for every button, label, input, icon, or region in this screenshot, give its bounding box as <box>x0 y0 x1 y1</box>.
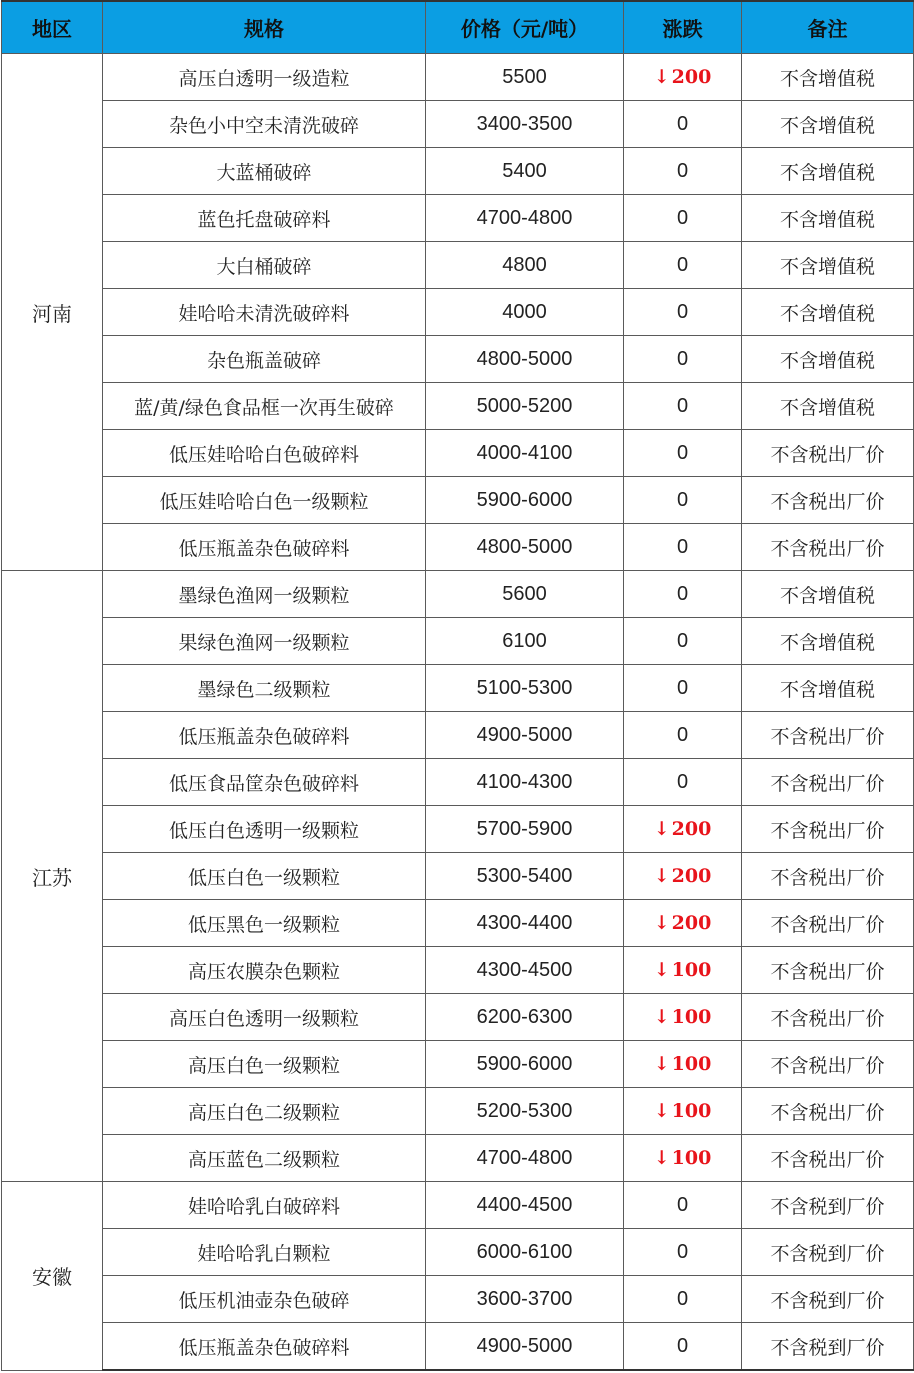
price-cell: 4400-4500 <box>426 1182 624 1229</box>
price-cell: 5900-6000 <box>426 1041 624 1088</box>
note-cell: 不含增值税 <box>742 336 914 383</box>
change-value: 0 <box>676 676 689 699</box>
change-value: 100 <box>671 959 712 981</box>
spec-cell: 娃哈哈乳白颗粒 <box>103 1229 426 1276</box>
note-cell: 不含税到厂价 <box>742 1276 914 1323</box>
spec-cell: 高压白色透明一级颗粒 <box>103 994 426 1041</box>
spec-cell: 高压白色一级颗粒 <box>103 1041 426 1088</box>
spec-cell: 低压机油壶杂色破碎 <box>103 1276 426 1323</box>
note-cell: 不含增值税 <box>742 571 914 618</box>
price-cell: 3400-3500 <box>426 101 624 148</box>
down-arrow-icon: ↓ <box>653 1006 670 1028</box>
change-value: 100 <box>671 1006 712 1028</box>
table-row <box>2 148 914 195</box>
price-cell: 5700-5900 <box>426 806 624 853</box>
spec-cell: 娃哈哈未清洗破碎料 <box>103 289 426 336</box>
change-value: 0 <box>676 347 689 370</box>
down-arrow-icon: ↓ <box>653 818 670 840</box>
change-cell <box>624 853 742 900</box>
table-row <box>2 477 914 524</box>
note-cell: 不含税到厂价 <box>742 1229 914 1276</box>
note-cell: 不含增值税 <box>742 665 914 712</box>
region-cell: 安徽 <box>2 1182 103 1371</box>
change-cell <box>624 1323 742 1371</box>
price-cell: 4700-4800 <box>426 195 624 242</box>
spec-cell: 墨绿色二级颗粒 <box>103 665 426 712</box>
note-cell: 不含税出厂价 <box>742 1088 914 1135</box>
note-cell: 不含税出厂价 <box>742 477 914 524</box>
table-row <box>2 1041 914 1088</box>
change-cell <box>624 289 742 336</box>
change-cell <box>624 994 742 1041</box>
down-arrow-icon: ↓ <box>653 959 670 981</box>
header-change: 涨跌 <box>624 1 742 54</box>
spec-cell: 低压白色透明一级颗粒 <box>103 806 426 853</box>
note-cell: 不含税出厂价 <box>742 712 914 759</box>
spec-cell: 高压白色二级颗粒 <box>103 1088 426 1135</box>
down-arrow-icon: ↓ <box>653 66 670 88</box>
spec-cell: 果绿色渔网一级颗粒 <box>103 618 426 665</box>
down-arrow-icon: ↓ <box>653 1100 670 1122</box>
change-value: 0 <box>676 723 689 746</box>
price-cell: 4100-4300 <box>426 759 624 806</box>
price-cell: 6200-6300 <box>426 994 624 1041</box>
change-value: 200 <box>671 818 712 840</box>
change-value: 200 <box>671 912 712 934</box>
note-cell: 不含增值税 <box>742 101 914 148</box>
header-note: 备注 <box>742 1 914 54</box>
change-cell <box>624 947 742 994</box>
price-cell: 5000-5200 <box>426 383 624 430</box>
down-arrow-icon: ↓ <box>653 1147 670 1169</box>
spec-cell: 大白桶破碎 <box>103 242 426 289</box>
note-cell: 不含税到厂价 <box>742 1323 914 1371</box>
change-cell <box>624 148 742 195</box>
change-cell <box>624 524 742 571</box>
change-value: 0 <box>676 1334 689 1357</box>
table-row <box>2 853 914 900</box>
note-cell: 不含增值税 <box>742 242 914 289</box>
price-cell: 4800 <box>426 242 624 289</box>
table-row <box>2 712 914 759</box>
spec-cell: 高压白透明一级造粒 <box>103 54 426 101</box>
price-cell: 6100 <box>426 618 624 665</box>
change-value: 100 <box>671 1053 712 1075</box>
spec-cell: 蓝色托盘破碎料 <box>103 195 426 242</box>
price-cell: 5100-5300 <box>426 665 624 712</box>
change-value: 0 <box>676 394 689 417</box>
table-row <box>2 195 914 242</box>
note-cell: 不含增值税 <box>742 195 914 242</box>
note-cell: 不含增值税 <box>742 383 914 430</box>
change-value: 0 <box>676 441 689 464</box>
change-cell <box>624 477 742 524</box>
spec-cell: 高压农膜杂色颗粒 <box>103 947 426 994</box>
note-cell: 不含税出厂价 <box>742 430 914 477</box>
header-spec: 规格 <box>103 1 426 54</box>
note-cell: 不含税出厂价 <box>742 853 914 900</box>
table-row <box>2 383 914 430</box>
note-cell: 不含增值税 <box>742 54 914 101</box>
table-row <box>2 430 914 477</box>
spec-cell: 杂色瓶盖破碎 <box>103 336 426 383</box>
note-cell: 不含增值税 <box>742 289 914 336</box>
table-row <box>2 665 914 712</box>
note-cell: 不含税出厂价 <box>742 1041 914 1088</box>
price-cell: 4000 <box>426 289 624 336</box>
header-region: 地区 <box>2 1 103 54</box>
change-cell <box>624 900 742 947</box>
change-value: 0 <box>676 770 689 793</box>
table-row <box>2 900 914 947</box>
change-value: 100 <box>671 1147 712 1169</box>
change-cell <box>624 1088 742 1135</box>
spec-cell: 娃哈哈乳白破碎料 <box>103 1182 426 1229</box>
change-value: 0 <box>676 535 689 558</box>
change-cell <box>624 1229 742 1276</box>
price-cell: 3600-3700 <box>426 1276 624 1323</box>
price-cell: 4700-4800 <box>426 1135 624 1182</box>
note-cell: 不含税出厂价 <box>742 1135 914 1182</box>
header-row <box>2 1 914 54</box>
change-value: 0 <box>676 1193 689 1216</box>
spec-cell: 墨绿色渔网一级颗粒 <box>103 571 426 618</box>
spec-cell: 低压瓶盖杂色破碎料 <box>103 524 426 571</box>
price-cell: 4900-5000 <box>426 1323 624 1371</box>
table-row <box>2 289 914 336</box>
table-row <box>2 1088 914 1135</box>
note-cell: 不含税出厂价 <box>742 900 914 947</box>
price-cell: 5400 <box>426 148 624 195</box>
spec-cell: 大蓝桶破碎 <box>103 148 426 195</box>
change-cell <box>624 618 742 665</box>
table-row <box>2 759 914 806</box>
price-cell: 4800-5000 <box>426 524 624 571</box>
table-row <box>2 524 914 571</box>
price-cell: 4800-5000 <box>426 336 624 383</box>
spec-cell: 低压瓶盖杂色破碎料 <box>103 1323 426 1371</box>
note-cell: 不含税出厂价 <box>742 994 914 1041</box>
price-table <box>1 0 914 1371</box>
change-value: 0 <box>676 582 689 605</box>
note-cell: 不含税出厂价 <box>742 759 914 806</box>
table-row <box>2 1182 914 1229</box>
change-cell <box>624 1135 742 1182</box>
change-value: 0 <box>676 300 689 323</box>
spec-cell: 低压娃哈哈白色一级颗粒 <box>103 477 426 524</box>
price-cell: 5500 <box>426 54 624 101</box>
note-cell: 不含增值税 <box>742 148 914 195</box>
change-value: 0 <box>676 112 689 135</box>
table-row <box>2 806 914 853</box>
table-row <box>2 947 914 994</box>
change-cell <box>624 101 742 148</box>
change-value: 0 <box>676 629 689 652</box>
change-cell <box>624 571 742 618</box>
spec-cell: 高压蓝色二级颗粒 <box>103 1135 426 1182</box>
change-cell <box>624 54 742 101</box>
change-value: 0 <box>676 206 689 229</box>
table-row <box>2 54 914 101</box>
price-cell: 6000-6100 <box>426 1229 624 1276</box>
change-cell <box>624 712 742 759</box>
table-row <box>2 242 914 289</box>
table-row <box>2 1276 914 1323</box>
spec-cell: 杂色小中空未清洗破碎 <box>103 101 426 148</box>
header-price: 价格（元/吨） <box>426 1 624 54</box>
price-cell: 5600 <box>426 571 624 618</box>
spec-cell: 低压黑色一级颗粒 <box>103 900 426 947</box>
price-cell: 4300-4500 <box>426 947 624 994</box>
note-cell: 不含税出厂价 <box>742 524 914 571</box>
table-row <box>2 101 914 148</box>
change-value: 0 <box>676 1240 689 1263</box>
change-cell <box>624 665 742 712</box>
change-value: 200 <box>671 66 712 88</box>
table-body <box>2 54 914 1371</box>
change-cell <box>624 1041 742 1088</box>
change-cell <box>624 759 742 806</box>
table-row <box>2 336 914 383</box>
change-cell <box>624 1276 742 1323</box>
price-cell: 5200-5300 <box>426 1088 624 1135</box>
change-value: 0 <box>676 253 689 276</box>
down-arrow-icon: ↓ <box>653 912 670 934</box>
spec-cell: 低压食品筐杂色破碎料 <box>103 759 426 806</box>
change-cell <box>624 1182 742 1229</box>
note-cell: 不含税出厂价 <box>742 947 914 994</box>
change-value: 0 <box>676 1287 689 1310</box>
change-value: 200 <box>671 865 712 887</box>
table-row <box>2 1135 914 1182</box>
change-cell <box>624 336 742 383</box>
note-cell: 不含税出厂价 <box>742 806 914 853</box>
note-cell: 不含增值税 <box>742 618 914 665</box>
table-row <box>2 571 914 618</box>
table-row <box>2 618 914 665</box>
change-value: 0 <box>676 488 689 511</box>
change-value: 0 <box>676 159 689 182</box>
table-header <box>2 1 914 54</box>
down-arrow-icon: ↓ <box>653 865 670 887</box>
down-arrow-icon: ↓ <box>653 1053 670 1075</box>
table-row <box>2 1323 914 1371</box>
spec-cell: 低压瓶盖杂色破碎料 <box>103 712 426 759</box>
change-cell <box>624 195 742 242</box>
region-cell: 江苏 <box>2 571 103 1182</box>
price-cell: 4900-5000 <box>426 712 624 759</box>
change-value: 100 <box>671 1100 712 1122</box>
price-cell: 4000-4100 <box>426 430 624 477</box>
price-cell: 5300-5400 <box>426 853 624 900</box>
note-cell: 不含税到厂价 <box>742 1182 914 1229</box>
spec-cell: 低压白色一级颗粒 <box>103 853 426 900</box>
change-cell <box>624 242 742 289</box>
table-row <box>2 994 914 1041</box>
change-cell <box>624 806 742 853</box>
price-cell: 5900-6000 <box>426 477 624 524</box>
spec-cell: 低压娃哈哈白色破碎料 <box>103 430 426 477</box>
region-cell: 河南 <box>2 54 103 571</box>
table-row <box>2 1229 914 1276</box>
price-cell: 4300-4400 <box>426 900 624 947</box>
change-cell <box>624 383 742 430</box>
change-cell <box>624 430 742 477</box>
spec-cell: 蓝/黄/绿色食品框一次再生破碎 <box>103 383 426 430</box>
